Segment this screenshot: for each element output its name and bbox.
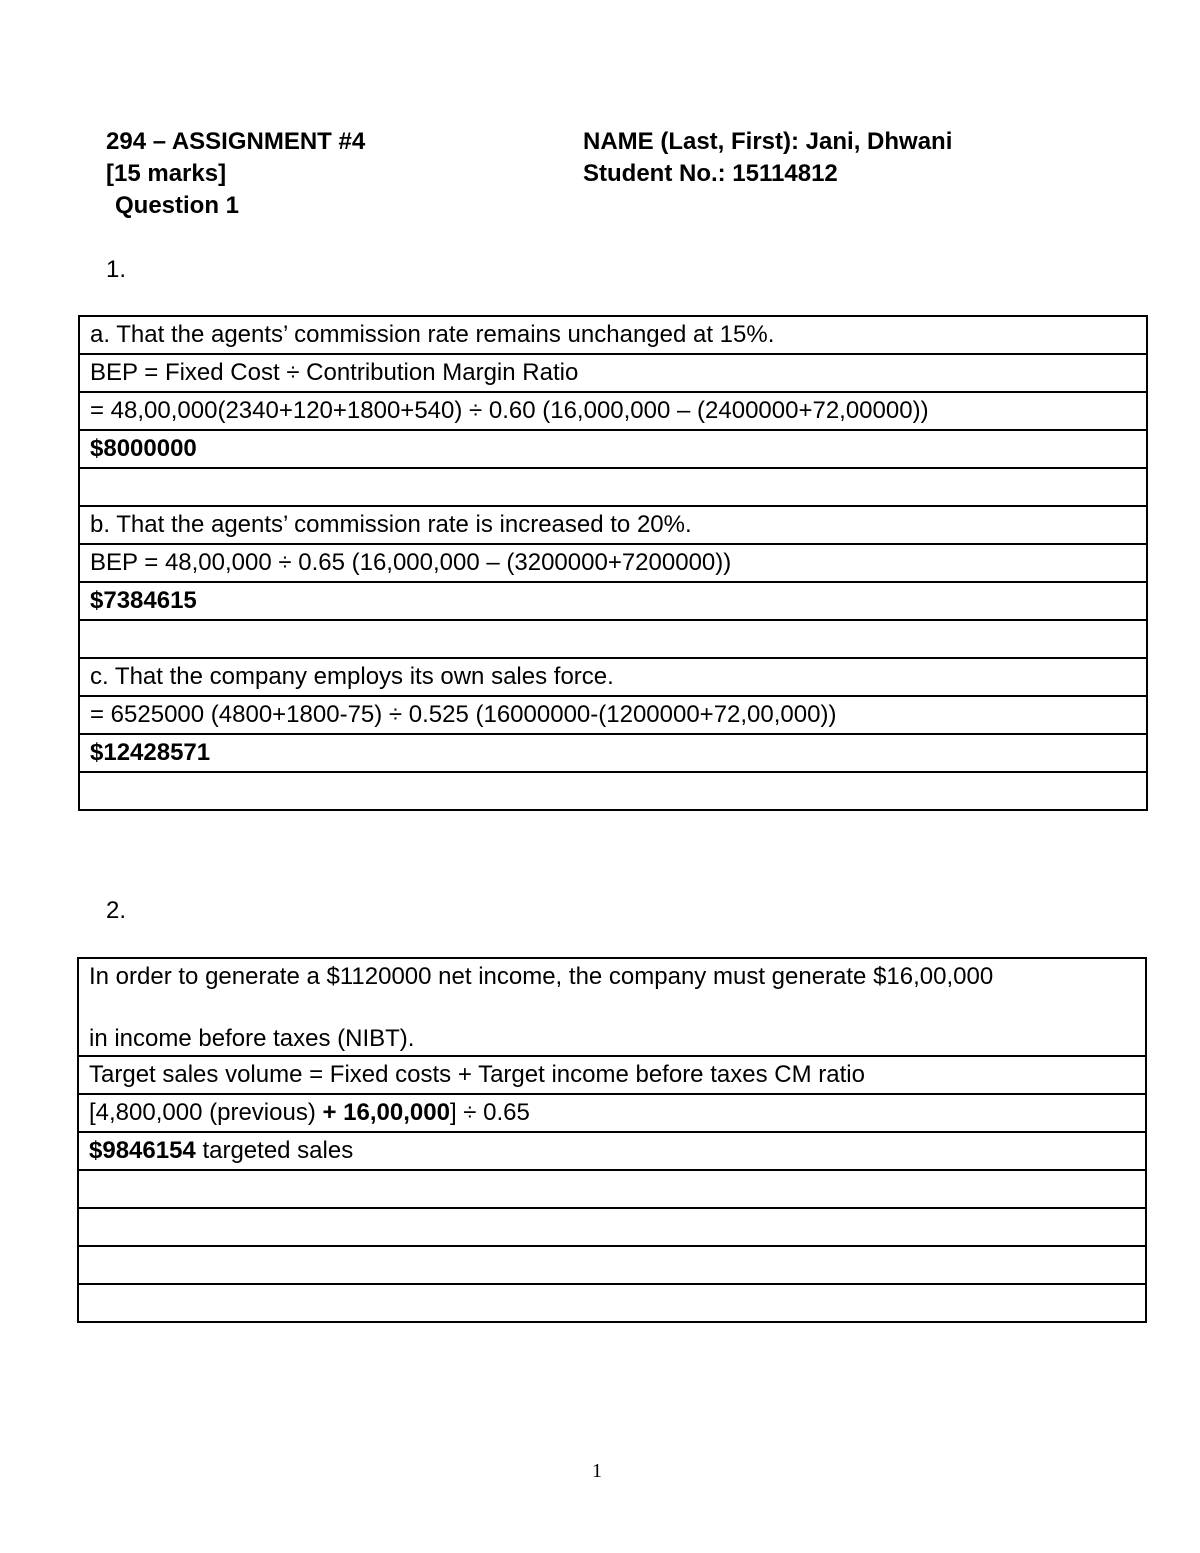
page-number: 1 [592, 1460, 602, 1482]
target-sales-result [78, 1132, 1146, 1170]
table-row [79, 506, 1147, 544]
calc-suffix: ] ÷ 0.65 [449, 1099, 530, 1126]
blank-cell [78, 1170, 1146, 1208]
table-row [78, 1170, 1146, 1208]
net-income-explanation [78, 958, 1146, 1056]
marks-label: [15 marks] [106, 160, 227, 187]
part-a-heading: a. That the agents’ commission rate remains unchanged at 15%. [79, 316, 1147, 354]
section-1-number: 1. [106, 256, 127, 283]
explanation-line-1: In order to generate a $1120000 net income, the company must generate $16,00,000 [89, 963, 994, 990]
table-row [78, 1208, 1146, 1246]
part-a-formula: BEP = Fixed Cost ÷ Contribution Margin Ratio [79, 354, 1147, 392]
student-number: Student No.: 15114812 [583, 160, 838, 187]
part-a-calculation: = 48,00,000(2340+120+1800+540) ÷ 0.60 (16,000,000 – (2400000+72,00000)) [79, 392, 1147, 430]
table-row [78, 1056, 1146, 1094]
table-row [78, 1284, 1146, 1322]
table-row [79, 734, 1147, 772]
table-row [79, 582, 1147, 620]
table-row [79, 658, 1147, 696]
blank-cell [79, 620, 1147, 658]
part-c-heading: c. That the company employs its own sales force. [79, 658, 1147, 696]
target-sales-calculation [78, 1094, 1146, 1132]
calc-prefix: [4,800,000 (previous) [89, 1099, 323, 1126]
blank-cell [78, 1284, 1146, 1322]
question-text: Question 1 [115, 192, 240, 219]
result-suffix: targeted sales [195, 1137, 354, 1164]
table-row [78, 1094, 1146, 1132]
table-row [78, 1132, 1146, 1170]
table-row [79, 772, 1147, 810]
table-row [79, 392, 1147, 430]
table-row [79, 696, 1147, 734]
section-2-number: 2. [106, 897, 127, 924]
blank-cell [78, 1208, 1146, 1246]
assignment-title: 294 – ASSIGNMENT #4 [106, 128, 366, 155]
blank-cell [79, 468, 1147, 506]
table-row [78, 958, 1146, 1056]
question-1-table [78, 315, 1148, 811]
part-c-result: $12428571 [79, 734, 1147, 772]
target-sales-formula: Target sales volume = Fixed costs + Target income before taxes CM ratio [78, 1056, 1146, 1094]
student-name: NAME (Last, First): Jani, Dhwani [583, 128, 953, 155]
part-b-result: $7384615 [79, 582, 1147, 620]
part-b-heading: b. That the agents’ commission rate is increased to 20%. [79, 506, 1147, 544]
table-row [79, 316, 1147, 354]
table-row [79, 468, 1147, 506]
table-row [78, 1246, 1146, 1284]
table-row [79, 544, 1147, 582]
question-2-table [77, 957, 1147, 1323]
blank-cell [79, 772, 1147, 810]
table-row [79, 620, 1147, 658]
part-a-result: $8000000 [79, 430, 1147, 468]
explanation-line-2: in income before taxes (NIBT). [89, 1025, 415, 1052]
blank-cell [78, 1246, 1146, 1284]
table-row [79, 354, 1147, 392]
result-value: $9846154 [89, 1137, 196, 1164]
calc-bold: + 16,00,000 [322, 1099, 450, 1126]
part-b-calculation: BEP = 48,00,000 ÷ 0.65 (16,000,000 – (3200000+7200000)) [79, 544, 1147, 582]
question-label [106, 190, 239, 222]
part-c-calculation: = 6525000 (4800+1800-75) ÷ 0.525 (16000000-(1200000+72,00,000)) [79, 696, 1147, 734]
table-row [79, 430, 1147, 468]
